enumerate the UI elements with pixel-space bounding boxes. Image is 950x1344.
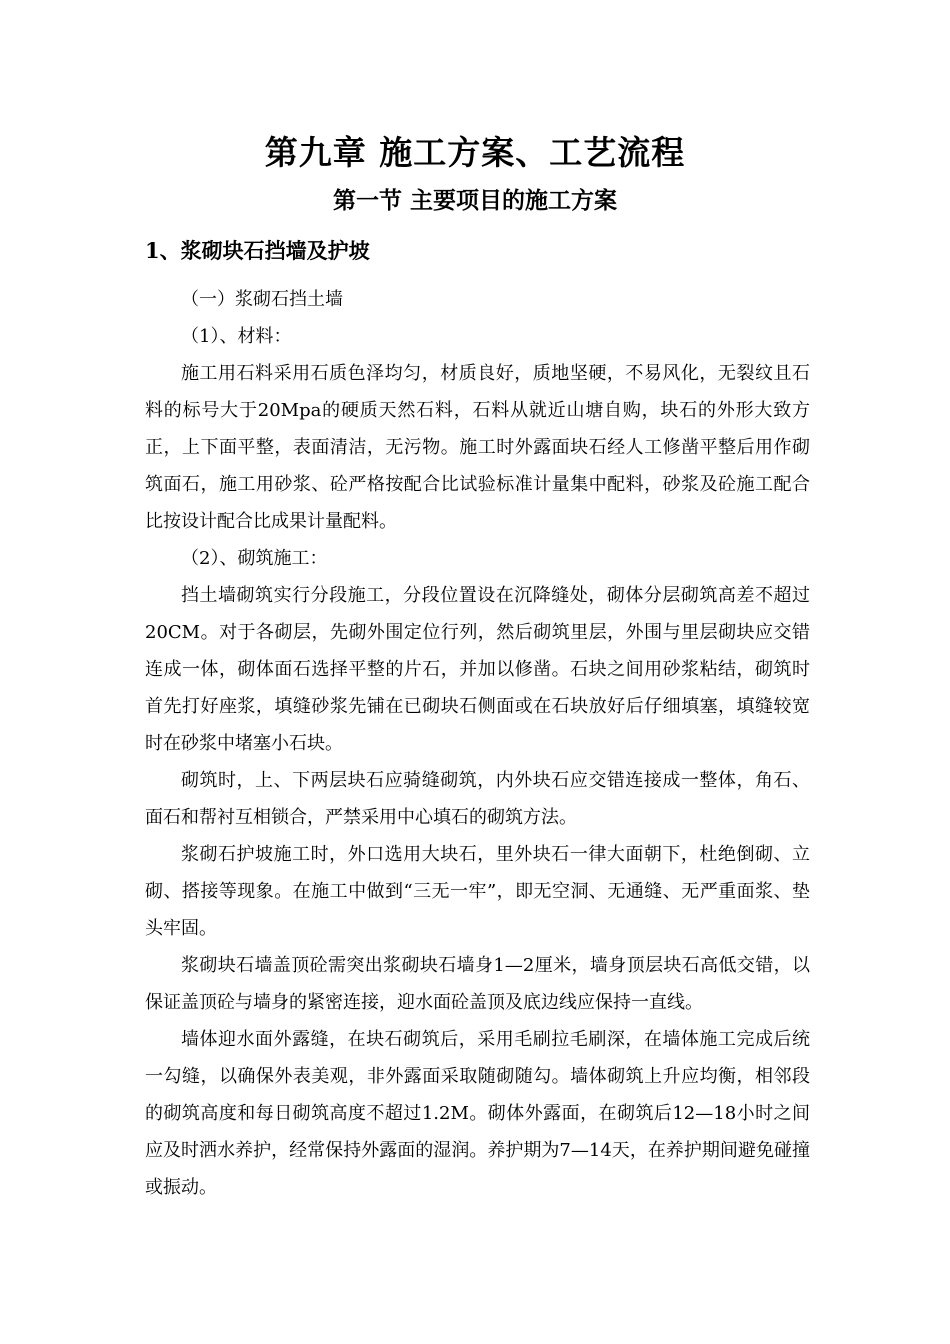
subsection-heading: 1、浆砌块石挡墙及护坡 (145, 238, 370, 263)
paragraph-materials: 施工用石料采用石质色泽均匀，材质良好，质地坚硬，不易风化，无裂纹且石料的标号大于20Mpa的硬质天然石料，石料从就近山塘自购，块石的外形大致方正，上下面平整，表面清洁，无污物。施工时外露面块石经人工修凿平整后用作砌筑面石，施工用砂浆、砼严格按配合比试验标准计量集中配料，砂浆及砼施工配合比按设计配合比成果计量配料。 (145, 363, 810, 532)
paragraph-masonry-sections: 挡土墙砌筑实行分段施工，分段位置设在沉降缝处，砌体分层砌筑高差不超过20CM。对于各砌层，先砌外围定位行列，然后砌筑里层，外围与里层砌块应交错连成一体，砌体面石选择平整的片石，并加以修凿。石块之间用砂浆粘结，砌筑时首先打好座浆，填缝砂浆先铺在已砌块石侧面或在石块放好后仔细填塞，填缝较宽时在砂浆中堵塞小石块。 (145, 585, 810, 754)
paragraph-masonry-layers: 砌筑时，上、下两层块石应骑缝砌筑，内外块石应交错连接成一整体，角石、面石和帮衬互相锁合，严禁采用中心填石的砌筑方法。 (145, 770, 810, 828)
section-title: 第一节 主要项目的施工方案 (332, 187, 617, 214)
chapter-title: 第九章 施工方案、工艺流程 (264, 133, 686, 172)
paragraph-slope-protection: 浆砌石护坡施工时，外口选用大块石，里外块石一律大面朝下，杜绝倒砌、立砌、搭接等现象。在施工中做到“三无一牢”，即无空洞、无通缝、无严重面浆、垫头牢固。 (145, 844, 810, 939)
subheading-masonry: （2）、砌筑施工： (181, 548, 328, 569)
document-body (145, 281, 810, 1206)
paragraph-pointing-curing: 墙体迎水面外露缝，在块石砌筑后，采用毛刷拉毛刷深，在墙体施工完成后统一勾缝，以确保外表美观，非外露面采取随砌随勾。墙体砌筑上升应均衡，相邻段的砌筑高度和每日砌筑高度不超过1.2M。砌体外露面，在砌筑后12—18小时之间应及时洒水养护，经常保持外露面的湿润。养护期为7—14天，在养护期间避免碰撞或振动。 (145, 1029, 810, 1198)
subheading-retaining-wall: （一）浆砌石挡土墙 (181, 289, 343, 310)
subheading-materials: （1）、材料： (181, 326, 292, 347)
paragraph-coping: 浆砌块石墙盖顶砼需突出浆砌块石墙身1—2厘米，墙身顶层块石高低交错，以保证盖顶砼与墙身的紧密连接，迎水面砼盖顶及底边线应保持一直线。 (145, 955, 810, 1013)
